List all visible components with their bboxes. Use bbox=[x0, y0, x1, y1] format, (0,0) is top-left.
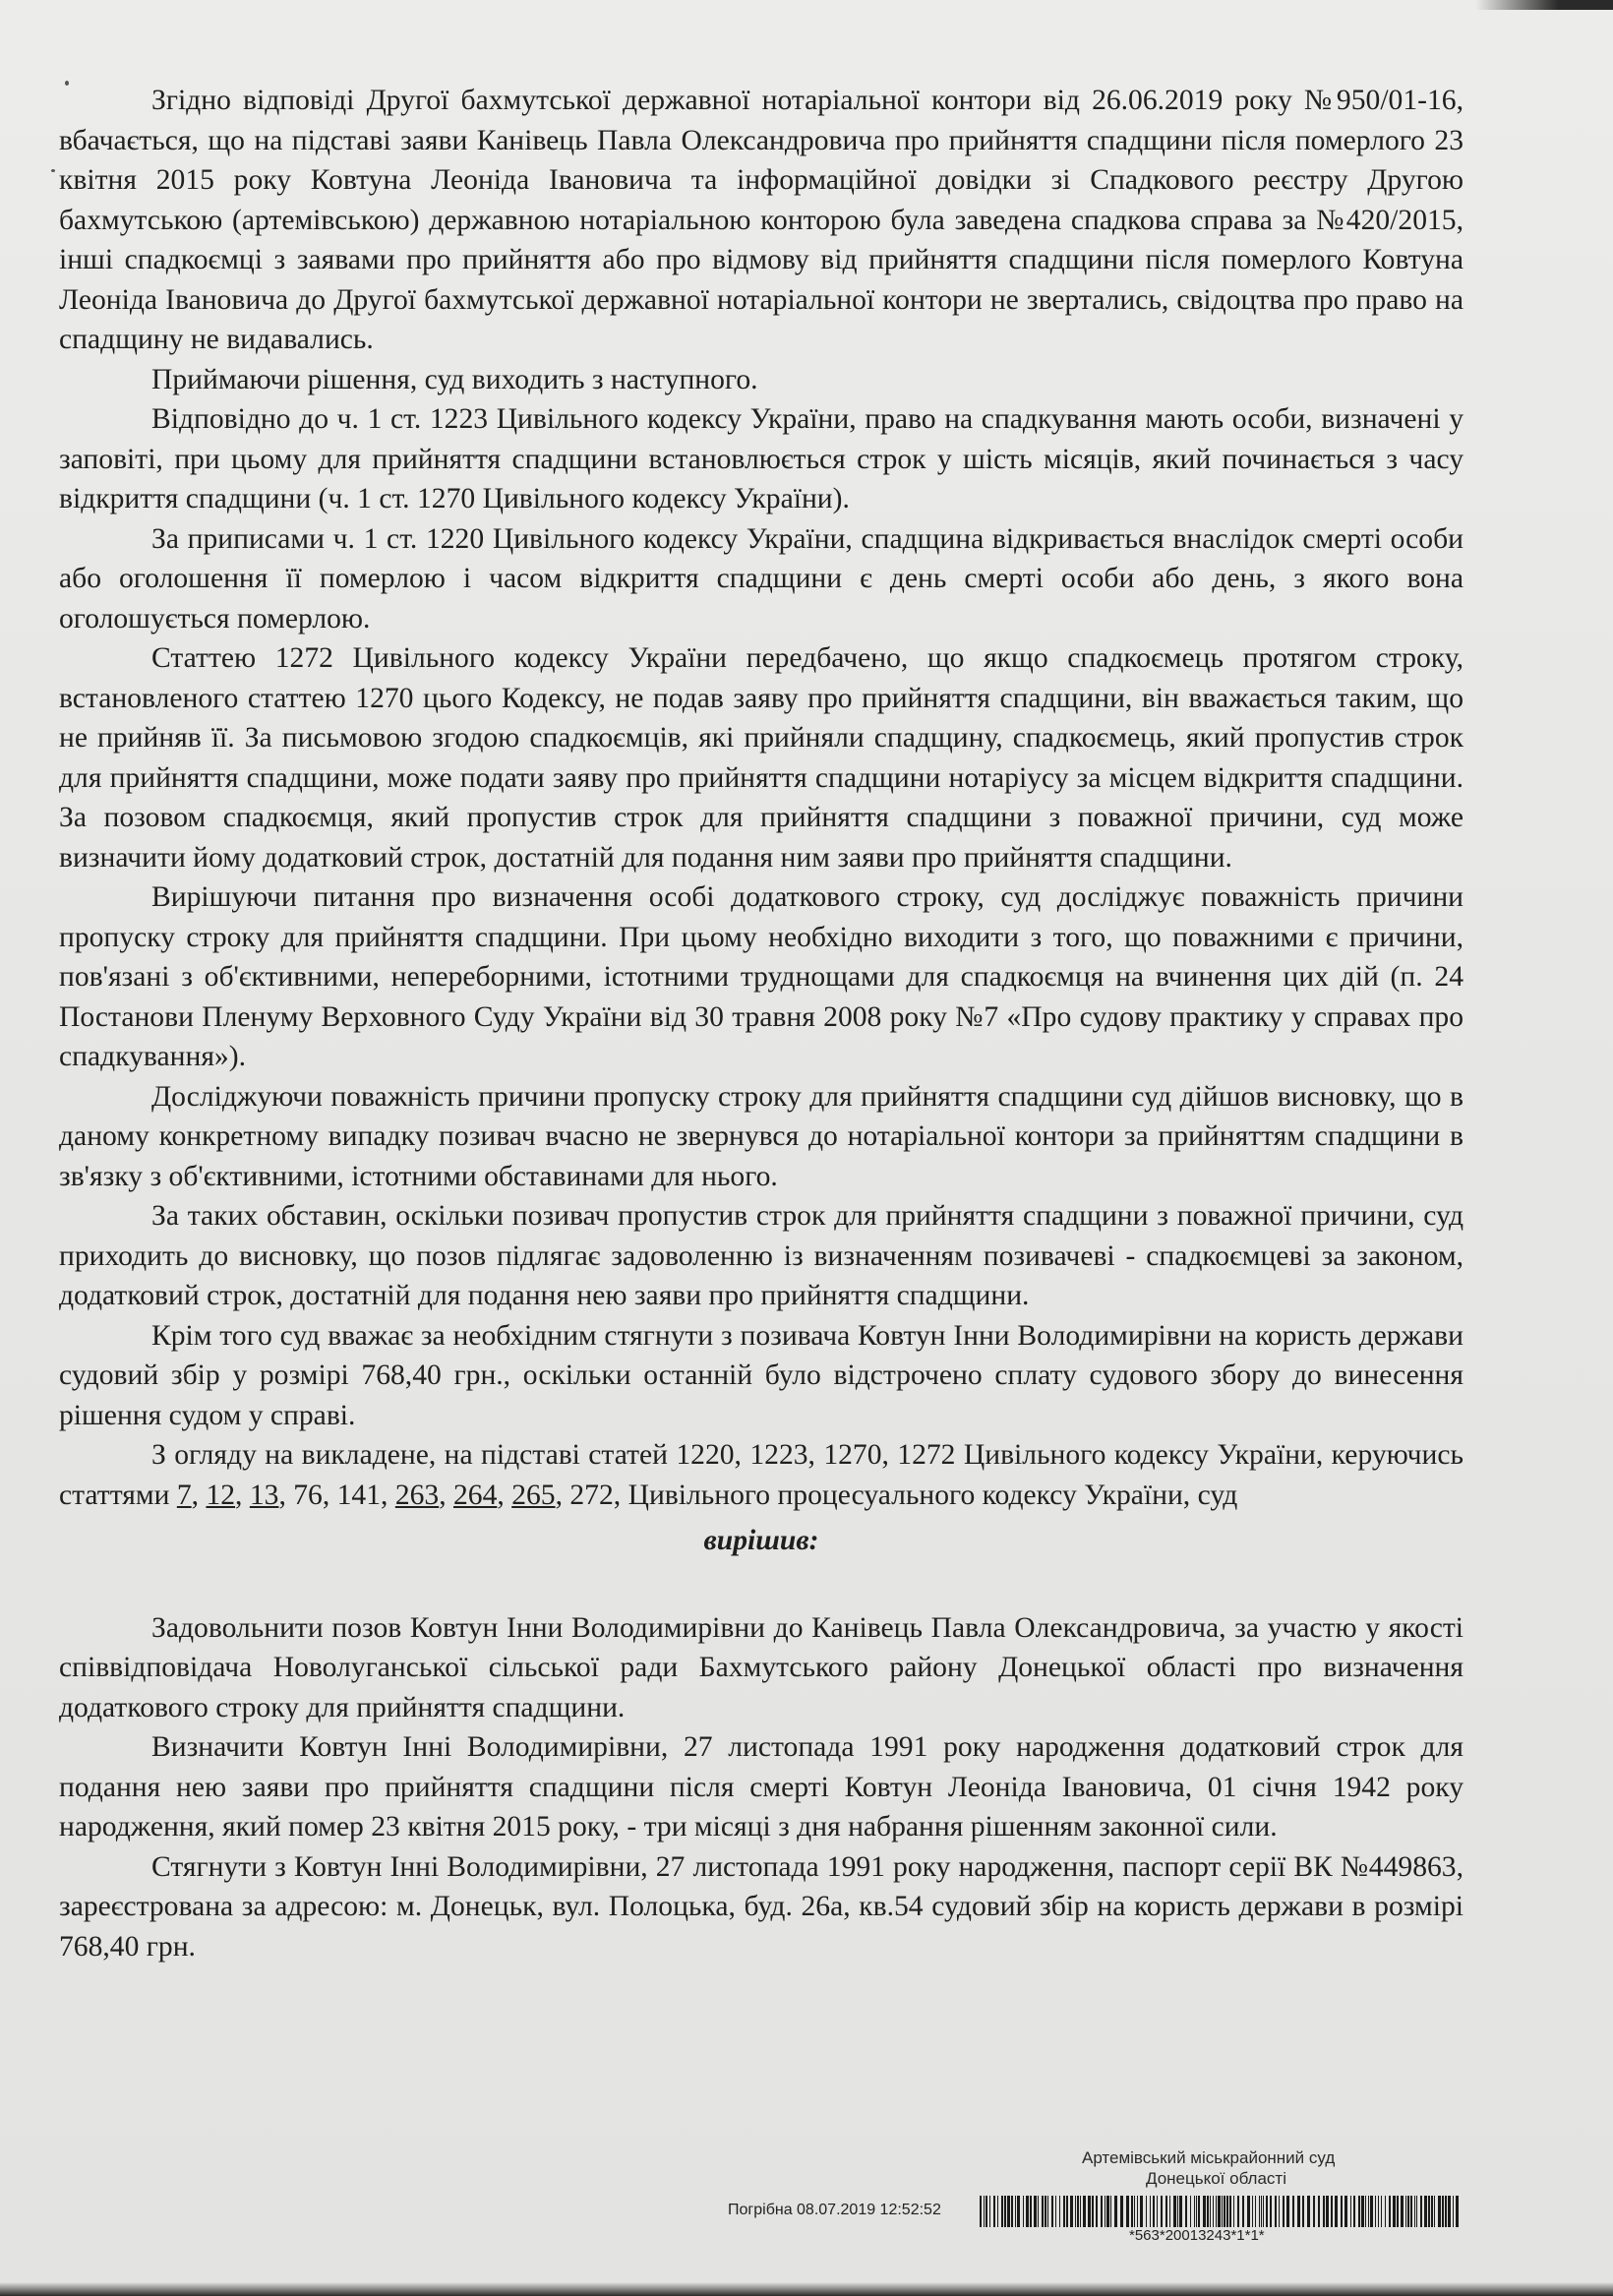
decision-collect-fee: Стягнути з Ковтун Інні Володимирівни, 27 листопада 1991 року народження, паспорт серії ВК №449863, зареєстрована за адресою: м. Донецьк, вул. Полоцька, буд. 26а, кв.54 судовий збір на користь держави в розмірі 768,40 грн. bbox=[59, 1850, 1464, 1963]
paragraph-plenum-resolution: Вирішуючи питання про визначення особі додаткового строку, суд досліджує поважність причини пропуску строку для прийняття спадщини. При цьому необхідно виходити з того, що поважними є причини, пов'язані з об'єктивними, непереборними, істотними труднощами для спадкоємця на вчинення цих дій (п. 24 Постанови Пленуму Верховного Суду України від 30 травня 2008 року №7 «Про судову практику у справах про спадкування»). bbox=[59, 881, 1464, 1072]
legal-basis-intro: З огляду на викладене, на підставі статей 1220, 1223, 1270, 1272 Цивільного кодексу України, керуючись статтями bbox=[59, 1439, 1464, 1511]
paragraph-notary-response: Згідно відповіді Другої бахмутської державної нотаріальної контори від 26.06.2019 року №950/01-16, вбачається, що на підставі заяви Канівець Павла Олександровича про прийняття спадщини після померлого 23 квітня 2015 року Ковтуна Леоніда Івановича та інформаційної довідки зі Спадкового реєстру Другою бахмутською (артемівською) державною нотаріальною конторою була заведена спадкова справа за №420/2015, інші спадкоємці з заявами про прийняття або про відмову від прийняття спадщини після померлого Ковтуна Леоніда Івановича до Другої бахмутської державної нотаріальної контори не звертались, свідоцтва про право на спадщину не видавались. bbox=[59, 85, 1464, 355]
stamp-court-region: Донецької області bbox=[1146, 2169, 1286, 2188]
barcode-number: *563*20013243*1*1* bbox=[1129, 2227, 1265, 2244]
decision-satisfy-claim: Задовольнити позов Ковтун Інни Володимирівни до Канівець Павла Олександровича, за участю у якості співвідповідача Новолуганської сільської ради Бахмутського району Донецької області про визначення додаткового строку для прийняття спадщини. bbox=[59, 1611, 1464, 1723]
paragraph-legal-basis: З огляду на викладене, на підставі статей 1220, 1223, 1270, 1272 Цивільного кодексу України, керуючись статтями 7, 12, 13, 76, 141, 263, 264, 265, 272, Цивільного процесуального кодексу України, суд bbox=[59, 1439, 1464, 1511]
document-body bbox=[59, 81, 1464, 1966]
stamp-court-name: Артемівський міськрайонний суд bbox=[1082, 2148, 1336, 2167]
article-reference: 7 bbox=[176, 1479, 192, 1511]
decision-heading: вирішив: bbox=[703, 1525, 819, 1556]
article-reference: 12 bbox=[206, 1479, 236, 1511]
scan-edge-shadow-bottom bbox=[0, 2282, 1613, 2296]
article-reference: 272 bbox=[569, 1479, 614, 1511]
paragraph-article-1220: За приписами ч. 1 ст. 1220 Цивільного кодексу України, спадщина відкривається внаслідок смерті особи або оголошення її померлою і часом відкриття спадщини є день смерті особи або день, з якого вона оголошується померлою. bbox=[59, 522, 1464, 634]
paragraph-article-1223: Відповідно до ч. 1 ст. 1223 Цивільного кодексу України, право на спадкування мають особи, визначені у заповіті, при цьому для прийняття спадщини встановлюється строк у шість місяців, який починається з часу відкриття спадщини (ч. 1 ст. 1270 Цивільного кодексу України). bbox=[59, 403, 1464, 514]
paragraph-court-fee: Крім того суд вважає за необхідним стягнути з позивача Ковтун Інни Володимирівни на користь держави судовий збір у розмірі 768,40 грн., оскільки останній було відстрочено сплату судового збору до винесення рішення судом у справі. bbox=[59, 1319, 1464, 1431]
article-reference: 13 bbox=[249, 1479, 279, 1511]
legal-basis-outro: Цивільного процесуального кодексу України, суд bbox=[621, 1479, 1238, 1511]
article-reference: 265 bbox=[511, 1479, 556, 1511]
article-reference: 141 bbox=[336, 1479, 382, 1511]
article-reference: 263 bbox=[394, 1479, 440, 1511]
scan-speck bbox=[51, 169, 55, 172]
paragraph-article-1272: Статтею 1272 Цивільного кодексу України передбачено, що якщо спадкоємець протягом строку, встановленого статтею 1270 цього Кодексу, не подав заяву про прийняття спадщини, він вважається таким, що не прийняв її. За письмовою згодою спадкоємців, які прийняли спадщину, спадкоємець, який пропустив строк для прийняття спадщини, може подати заяву про прийняття спадщини нотаріусу за місцем відкриття спадщини. За позовом спадкоємця, який пропустив строк для прийняття спадщини з поважної причини, суд може визначити йому додатковий строк, достатній для подання ним заяви про прийняття спадщини. bbox=[59, 642, 1464, 874]
paragraph-court-conclusion: Досліджуючи поважність причини пропуску строку для прийняття спадщини суд дійшов висновку, що в даному конкретному випадку позивач вчасно не звернувся до нотаріальної контори за прийняттям спадщини в зв'язку з об'єктивними, істотними обставинами для нього. bbox=[59, 1080, 1464, 1192]
decision-additional-term: Визначити Ковтун Інні Володимирівни, 27 листопада 1991 року народження додатковий строк для подання нею заяви про прийняття спадщини після смерті Ковтун Леоніда Івановича, 01 січня 1942 року народження, який помер 23 квітня 2015 року, - три місяці з дня набрання рішенням законної сили. bbox=[59, 1731, 1464, 1843]
scan-edge-shadow-top bbox=[1475, 0, 1613, 10]
stamp-date-text: Погрібна 08.07.2019 12:52:52 bbox=[728, 2202, 941, 2218]
article-reference: 76 bbox=[293, 1479, 323, 1511]
paragraph-circumstances: За таких обставин, оскільки позивач пропустив строк для прийняття спадщини з поважної причини, суд приходить до висновку, що позов підлягає задоволенню із визначенням позивачеві - спадкоємцеві за законом, додатковий строк, достатній для подання нею заяви про прийняття спадщини. bbox=[59, 1200, 1464, 1311]
article-reference: 264 bbox=[453, 1479, 498, 1511]
barcode-icon bbox=[980, 2196, 1462, 2227]
paragraph-court-reasoning-intro: Приймаючи рішення, суд виходить з наступного. bbox=[151, 363, 758, 395]
